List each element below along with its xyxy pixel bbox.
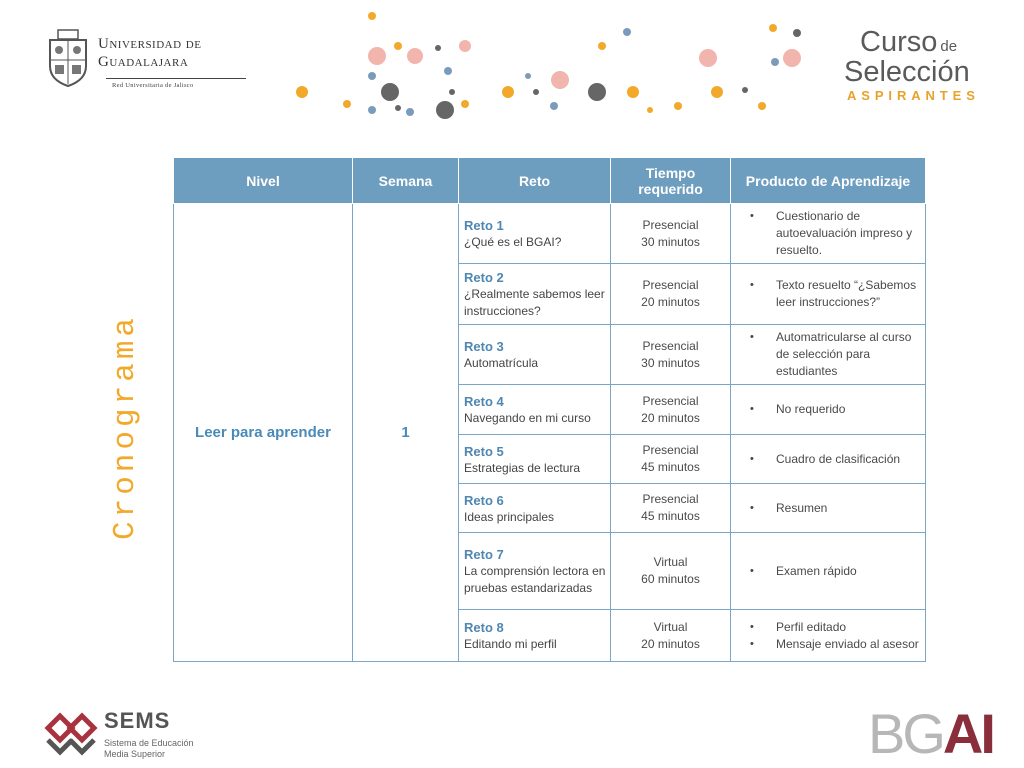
university-logo xyxy=(44,28,224,92)
reto-desc: Ideas principales xyxy=(464,509,555,524)
reto-title: Reto 4 xyxy=(464,394,504,409)
tiempo-modo: Virtual xyxy=(653,619,688,634)
tiempo-modo: Virtual xyxy=(653,555,688,569)
course-logo-line2: Selección xyxy=(844,56,970,88)
cell-producto xyxy=(731,533,926,610)
reto-desc: Editando mi perfil xyxy=(464,637,557,651)
header-tiempo-l2: requerido xyxy=(638,180,703,197)
course-logo xyxy=(842,26,1002,106)
reto-desc: Navegando en mi curso xyxy=(464,411,591,425)
reto-desc: Automatrícula xyxy=(464,356,539,370)
header-semana: Semana xyxy=(353,158,459,204)
reto-title: Reto 3 xyxy=(464,339,504,354)
cell-reto xyxy=(459,264,611,325)
producto-item: • Cuadro de clasificación xyxy=(739,451,919,468)
cell-producto xyxy=(731,264,926,325)
tiempo-valor: 30 minutos xyxy=(641,355,700,370)
tiempo-valor: 20 minutos xyxy=(641,410,700,425)
tiempo-valor: 60 minutos xyxy=(641,572,700,586)
cell-producto xyxy=(731,325,926,385)
tiempo-modo: Presencial xyxy=(642,492,699,506)
sems-name: SEMS xyxy=(104,708,171,733)
cell-producto xyxy=(731,435,926,484)
header-tiempo xyxy=(611,158,731,204)
cell-tiempo xyxy=(611,484,731,533)
cell-reto xyxy=(459,204,611,264)
cell-tiempo xyxy=(611,435,731,484)
header-nivel: Nivel xyxy=(174,158,353,204)
reto-title: Reto 1 xyxy=(464,218,504,233)
reto-title: Reto 6 xyxy=(464,492,504,508)
tiempo-modo: Presencial xyxy=(642,393,699,408)
bgai-logo xyxy=(868,702,993,765)
cell-tiempo xyxy=(611,325,731,385)
cell-tiempo xyxy=(611,610,731,662)
side-title: Cronograma xyxy=(108,313,143,540)
tiempo-modo: Presencial xyxy=(642,443,699,457)
cell-reto xyxy=(459,325,611,385)
producto-item: • No requerido xyxy=(739,401,919,418)
bgai-part2: AI xyxy=(942,702,993,765)
header-producto: Producto de Aprendizaje xyxy=(731,158,926,204)
cell-tiempo xyxy=(611,533,731,610)
producto-item: • Perfil editado xyxy=(739,619,919,636)
tiempo-valor: 20 minutos xyxy=(641,295,700,309)
header-tiempo-l1: Tiempo xyxy=(645,164,696,181)
reto-title: Reto 5 xyxy=(464,443,504,459)
cell-tiempo xyxy=(611,385,731,435)
cell-nivel: Leer para aprender xyxy=(174,204,353,662)
tiempo-modo: Presencial xyxy=(642,278,699,292)
sems-line2: Media Superior xyxy=(104,749,166,759)
schedule-table xyxy=(173,157,926,662)
reto-desc: ¿Qué es el BGAI? xyxy=(464,235,562,249)
cell-reto xyxy=(459,435,611,484)
tiempo-valor: 30 minutos xyxy=(641,234,700,249)
reto-desc: ¿Realmente sabemos leer instrucciones? xyxy=(464,287,605,318)
cell-reto xyxy=(459,610,611,662)
reto-title: Reto 8 xyxy=(464,620,504,635)
sems-mark-icon xyxy=(44,710,98,756)
course-logo-line1 xyxy=(860,26,957,59)
tiempo-valor: 20 minutos xyxy=(641,636,700,651)
university-name-line1: Universidad de xyxy=(98,36,202,52)
course-de: de xyxy=(940,38,958,55)
reto-desc: La comprensión lectora en pruebas estandarizadas xyxy=(464,564,606,595)
decorative-dots xyxy=(290,8,810,128)
table-row xyxy=(174,204,926,264)
reto-title: Reto 7 xyxy=(464,547,504,562)
producto-item: • Examen rápido xyxy=(739,563,919,580)
sems-logo xyxy=(44,708,214,760)
table-header-row xyxy=(174,158,926,204)
cell-semana: 1 xyxy=(353,204,459,662)
tiempo-valor: 45 minutos xyxy=(641,460,700,474)
university-network: Red Universitaria de Jalisco xyxy=(106,78,246,89)
producto-item: • Resumen xyxy=(739,500,919,517)
bgai-part1: BG xyxy=(868,702,943,765)
cell-reto xyxy=(459,533,611,610)
producto-item: • Mensaje enviado al asesor xyxy=(739,636,919,653)
producto-item: • Cuestionario de autoevaluación impreso y resuelto. xyxy=(739,208,919,259)
cell-tiempo xyxy=(611,264,731,325)
cell-producto xyxy=(731,610,926,662)
university-name-line2: Guadalajara xyxy=(98,54,189,70)
cell-reto xyxy=(459,484,611,533)
tiempo-modo: Presencial xyxy=(642,338,699,353)
reto-desc: Estrategias de lectura xyxy=(464,460,581,475)
tiempo-modo: Presencial xyxy=(642,217,699,232)
reto-title: Reto 2 xyxy=(464,270,504,285)
sems-line1: Sistema de Educación xyxy=(104,738,194,748)
cell-producto xyxy=(731,385,926,435)
header-reto: Reto xyxy=(459,158,611,204)
cell-tiempo xyxy=(611,204,731,264)
course-logo-line3: ASPIRANTES xyxy=(847,88,980,103)
tiempo-valor: 45 minutos xyxy=(641,509,700,523)
producto-item: • Automatricularse al curso de selección para estudiantes xyxy=(739,329,919,380)
cell-producto xyxy=(731,204,926,264)
university-crest-icon xyxy=(44,28,92,88)
course-word: Curso xyxy=(860,26,938,58)
cell-reto xyxy=(459,385,611,435)
producto-item: • Texto resuelto “¿Sabemos leer instrucciones?” xyxy=(739,277,919,311)
cell-producto xyxy=(731,484,926,533)
